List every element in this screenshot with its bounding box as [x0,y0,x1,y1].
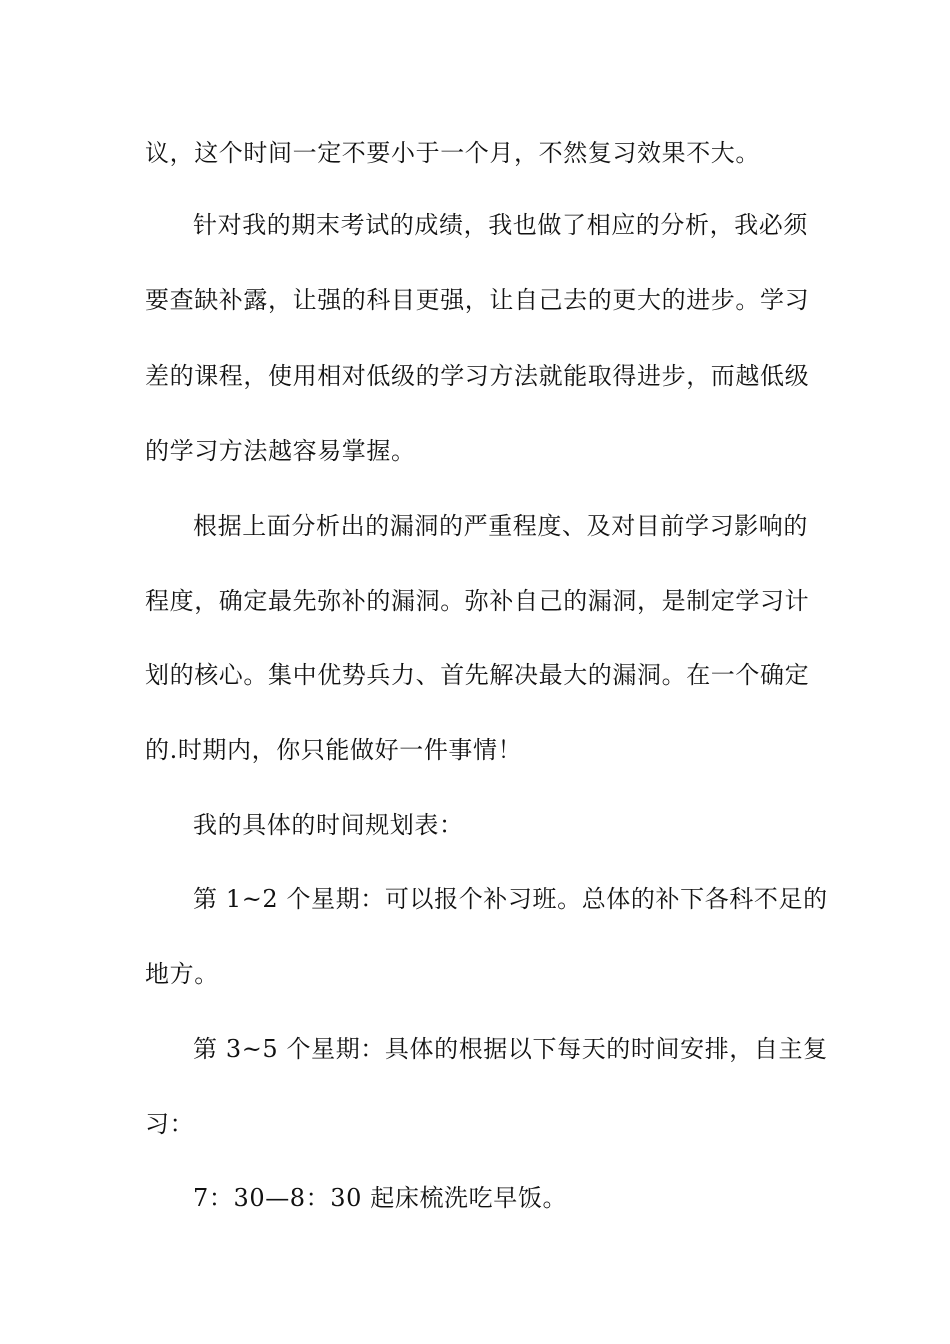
paragraph-line: 划的核心。集中优势兵力、首先解决最大的漏洞。在一个确定 [145,661,810,689]
paragraph-line: 第 3~5 个星期：具体的根据以下每天的时间安排，自主复 [193,1035,828,1063]
paragraph-line: 根据上面分析出的漏洞的严重程度、及对目前学习影响的 [193,512,808,540]
paragraph-line: 7：30—8：30 起床梳洗吃早饭。 [193,1184,568,1212]
paragraph-line: 差的课程，使用相对低级的学习方法就能取得进步，而越低级 [145,362,810,390]
paragraph-line: 习： [145,1110,195,1138]
paragraph-line: 地方。 [145,960,219,988]
paragraph-line: 第 1~2 个星期：可以报个补习班。总体的补下各科不足的 [193,885,828,913]
paragraph-line: 我的具体的时间规划表： [193,811,464,839]
paragraph-line: 要查缺补露，让强的科目更强，让自己去的更大的进步。学习 [145,286,810,314]
paragraph-line: 的.时期内，你只能做好一件事情！ [145,736,523,764]
paragraph-line: 议，这个时间一定不要小于一个月，不然复习效果不大。 [145,139,760,167]
paragraph-line: 程度，确定最先弥补的漏洞。弥补自己的漏洞，是制定学习计 [145,587,810,615]
paragraph-line: 针对我的期末考试的成绩，我也做了相应的分析，我必须 [193,211,808,239]
paragraph-line: 的学习方法越容易掌握。 [145,437,416,465]
